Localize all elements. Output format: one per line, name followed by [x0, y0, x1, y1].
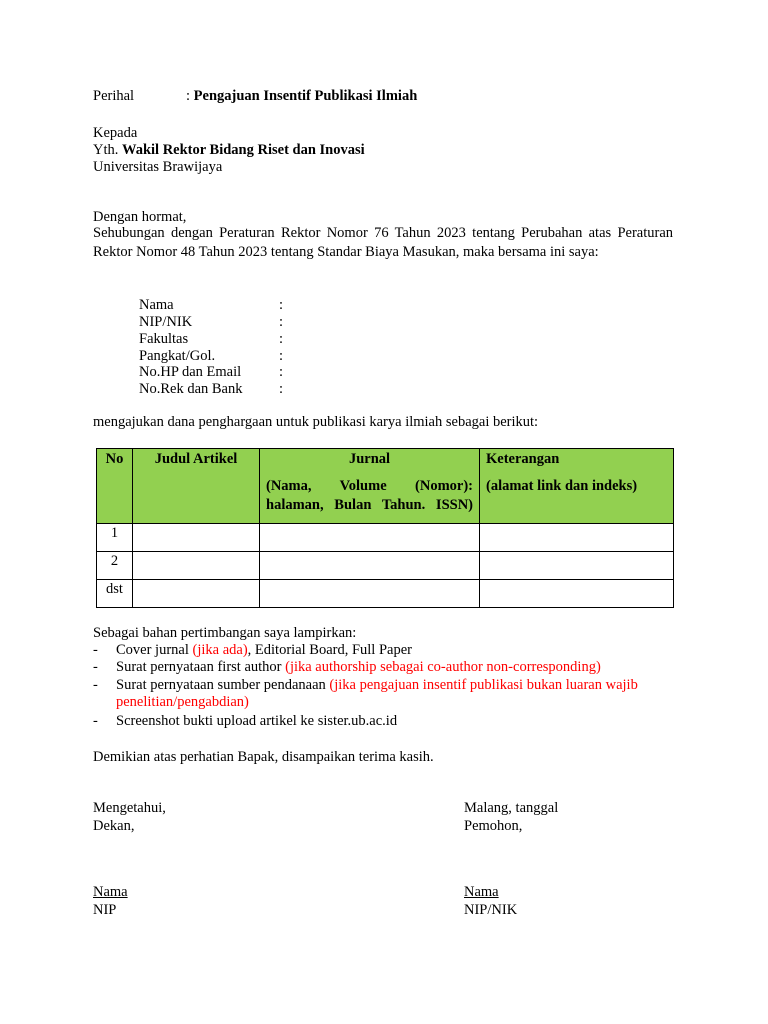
- table-row: [97, 524, 674, 552]
- attachment-text: Screenshot bukti upload artikel ke sister.ub.ac.id: [116, 713, 398, 729]
- field-colon: :: [279, 348, 284, 364]
- header-judul: Judul Artikel: [133, 449, 260, 524]
- field-label: NIP/NIK: [139, 314, 193, 330]
- row-jurnal-cell: [260, 552, 480, 580]
- attachment-note: (jika pengajuan insentif publikasi bukan luaran wajib: [329, 677, 638, 693]
- subject-label: Perihal: [93, 88, 135, 104]
- sign-left-id: NIP: [93, 902, 117, 918]
- recipient-institution: Universitas Brawijaya: [93, 159, 223, 175]
- row-no: 2: [97, 552, 133, 580]
- row-no: 1: [97, 524, 133, 552]
- recipient-to: Kepada: [93, 125, 138, 141]
- field-label: Fakultas: [139, 331, 189, 347]
- sign-left-line2: Dekan,: [93, 818, 135, 834]
- row-judul-cell: [133, 552, 260, 580]
- sign-right-id: NIP/NIK: [464, 902, 518, 918]
- attachment-note: (jika ada): [192, 642, 248, 658]
- bullet-dash: -: [93, 642, 98, 658]
- table-header-row: [97, 449, 674, 524]
- field-colon: :: [279, 297, 284, 313]
- sign-left-name: Nama: [93, 884, 128, 900]
- field-colon: :: [279, 381, 284, 397]
- field-label: Pangkat/Gol.: [139, 348, 216, 364]
- attachment-text: Surat pernyataan sumber pendanaan: [116, 677, 330, 693]
- sign-right-line2: Pemohon,: [464, 818, 523, 834]
- attachment-after: , Editorial Board, Full Paper: [247, 642, 412, 658]
- field-label: No.Rek dan Bank: [139, 381, 243, 397]
- row-no: dst: [97, 580, 133, 608]
- field-colon: :: [279, 314, 284, 330]
- field-label: Nama: [139, 297, 174, 313]
- row-judul-cell: [133, 524, 260, 552]
- recipient-yth: Yth.: [93, 142, 119, 158]
- field-colon: :: [279, 331, 284, 347]
- row-keterangan-cell: [480, 580, 674, 608]
- recipient-title-line: [93, 142, 365, 159]
- intro-paragraph: Sehubungan dengan Peraturan Rektor Nomor 76 Tahun 2023 tentang Perubahan atas Peraturan Rektor Nomor 48 Tahun 2023 tentang Standar Biaya Masukan, maka bersama ini saya:: [93, 225, 673, 260]
- header-jurnal-sub: (Nama, Volume (Nomor): halaman, Bulan Tahun. ISSN): [266, 478, 473, 513]
- header-jurnal: [260, 449, 480, 524]
- row-judul-cell: [133, 580, 260, 608]
- table-row: [97, 580, 674, 608]
- row-keterangan-cell: [480, 552, 674, 580]
- row-jurnal-cell: [260, 524, 480, 552]
- field-label: No.HP dan Email: [139, 364, 242, 380]
- attachment-note-continued: penelitian/pengabdian): [116, 694, 249, 710]
- row-jurnal-cell: [260, 580, 480, 608]
- sign-right-name: Nama: [464, 884, 499, 900]
- attachment-text: Cover jurnal: [116, 642, 193, 658]
- subject-colon: :: [186, 88, 191, 104]
- header-keterangan-sub: (alamat link dan indeks): [486, 478, 638, 494]
- field-colon: :: [279, 364, 284, 380]
- sign-left-line1: Mengetahui,: [93, 800, 166, 816]
- attachments-intro: Sebagai bahan pertimbangan saya lampirkan:: [93, 625, 357, 641]
- sign-right-line1: Malang, tanggal: [464, 800, 559, 816]
- recipient-title: Wakil Rektor Bidang Riset dan Inovasi: [122, 142, 365, 158]
- header-keterangan-title: Keterangan: [486, 451, 560, 467]
- closing-text: Demikian atas perhatian Bapak, disampaikan terima kasih.: [93, 749, 434, 765]
- header-jurnal-title: Jurnal: [348, 451, 391, 467]
- attachment-note: (jika authorship sebagai co-author non-corresponding): [285, 659, 601, 675]
- bullet-dash: -: [93, 713, 98, 729]
- header-keterangan: [480, 449, 674, 524]
- table-row: [97, 552, 674, 580]
- table-intro: mengajukan dana penghargaan untuk publikasi karya ilmiah sebagai berikut:: [93, 414, 539, 430]
- row-keterangan-cell: [480, 524, 674, 552]
- subject-value: Pengajuan Insentif Publikasi Ilmiah: [193, 88, 418, 104]
- attachment-text: Surat pernyataan first author: [116, 659, 286, 675]
- greeting: Dengan hormat,: [93, 209, 187, 225]
- header-no: No: [97, 449, 133, 524]
- bullet-dash: -: [93, 677, 98, 693]
- subject-line: [186, 88, 417, 105]
- bullet-dash: -: [93, 659, 98, 675]
- publication-table: [96, 448, 674, 608]
